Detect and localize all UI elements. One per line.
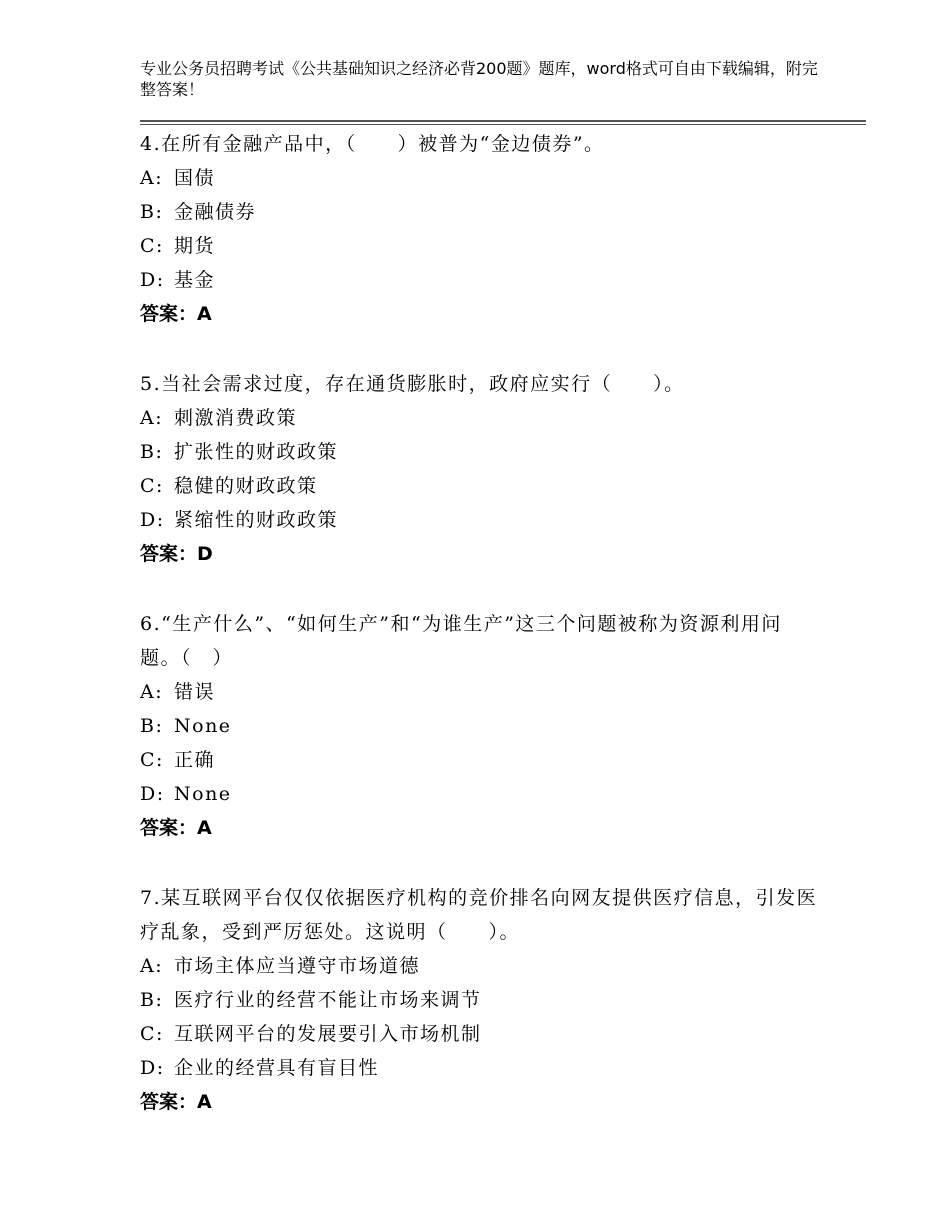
- option-a: [140, 401, 820, 435]
- option-text: 正确: [174, 749, 216, 771]
- question-7: [140, 881, 820, 1119]
- option-c: [140, 229, 820, 263]
- option-key: B:: [140, 201, 164, 223]
- option-text: 医疗行业的经营不能让市场来调节: [174, 989, 482, 1011]
- option-d: [140, 503, 820, 537]
- option-key: B:: [140, 989, 164, 1011]
- header-divider-thin: [140, 124, 866, 125]
- answer-label: 答案：A: [140, 817, 212, 839]
- option-text: 金融债券: [174, 201, 257, 223]
- option-key: C:: [140, 475, 164, 497]
- option-key: D:: [140, 269, 165, 291]
- question-6: [140, 607, 820, 845]
- option-text: 期货: [174, 235, 216, 257]
- option-text: None: [174, 715, 232, 737]
- option-c: [140, 1017, 820, 1051]
- option-a: [140, 949, 820, 983]
- option-key: A:: [140, 407, 164, 429]
- question-text: 6.“生产什么”、“如何生产”和“为谁生产”这三个问题被称为资源利用问题。（ ）: [140, 613, 782, 669]
- option-text: 紧缩性的财政政策: [174, 509, 339, 531]
- option-text: 互联网平台的发展要引入市场机制: [174, 1023, 482, 1045]
- option-key: B:: [140, 441, 164, 463]
- question-text: 4.在所有金融产品中，（ ）被普为“金边债券”。: [140, 133, 605, 155]
- option-b: [140, 435, 820, 469]
- option-b: [140, 983, 820, 1017]
- option-text: 基金: [174, 269, 216, 291]
- option-d: [140, 1051, 820, 1085]
- question-4: [140, 127, 820, 331]
- option-a: [140, 675, 820, 709]
- option-a: [140, 161, 820, 195]
- answer-label: 答案：A: [140, 1091, 212, 1113]
- header-divider-thick: [140, 120, 866, 122]
- option-text: 国债: [174, 167, 216, 189]
- answer-label: 答案：D: [140, 543, 213, 565]
- option-d: [140, 263, 820, 297]
- option-text: 稳健的财政政策: [174, 475, 318, 497]
- option-key: A:: [140, 681, 164, 703]
- option-text: 企业的经营具有盲目性: [174, 1057, 380, 1079]
- option-key: C:: [140, 235, 164, 257]
- option-key: D:: [140, 1057, 165, 1079]
- option-text: 刺激消费政策: [174, 407, 298, 429]
- answer-label: 答案：A: [140, 303, 212, 325]
- option-key: D:: [140, 509, 165, 531]
- option-key: A:: [140, 955, 164, 977]
- option-text: None: [174, 783, 232, 805]
- option-key: C:: [140, 749, 164, 771]
- option-key: D:: [140, 783, 165, 805]
- option-key: A:: [140, 167, 164, 189]
- option-key: B:: [140, 715, 164, 737]
- option-d: [140, 777, 820, 811]
- option-c: [140, 743, 820, 777]
- question-text: 5.当社会需求过度，存在通货膨胀时，政府应实行（ ）。: [140, 373, 685, 395]
- option-text: 市场主体应当遵守市场道德: [174, 955, 421, 977]
- option-text: 错误: [174, 681, 216, 703]
- option-c: [140, 469, 820, 503]
- option-key: C:: [140, 1023, 164, 1045]
- question-5: [140, 367, 820, 571]
- option-b: [140, 195, 820, 229]
- option-text: 扩张性的财政政策: [174, 441, 339, 463]
- question-text: 7.某互联网平台仅仅依据医疗机构的竞价排名向网友提供医疗信息，引发医疗乱象，受到严厉惩处。这说明（ ）。: [140, 887, 818, 943]
- option-b: [140, 709, 820, 743]
- document-header: 专业公务员招聘考试《公共基础知识之经济必背200题》题库，word格式可自由下载编辑，附完整答案！: [140, 59, 818, 99]
- question-list: [140, 127, 820, 1155]
